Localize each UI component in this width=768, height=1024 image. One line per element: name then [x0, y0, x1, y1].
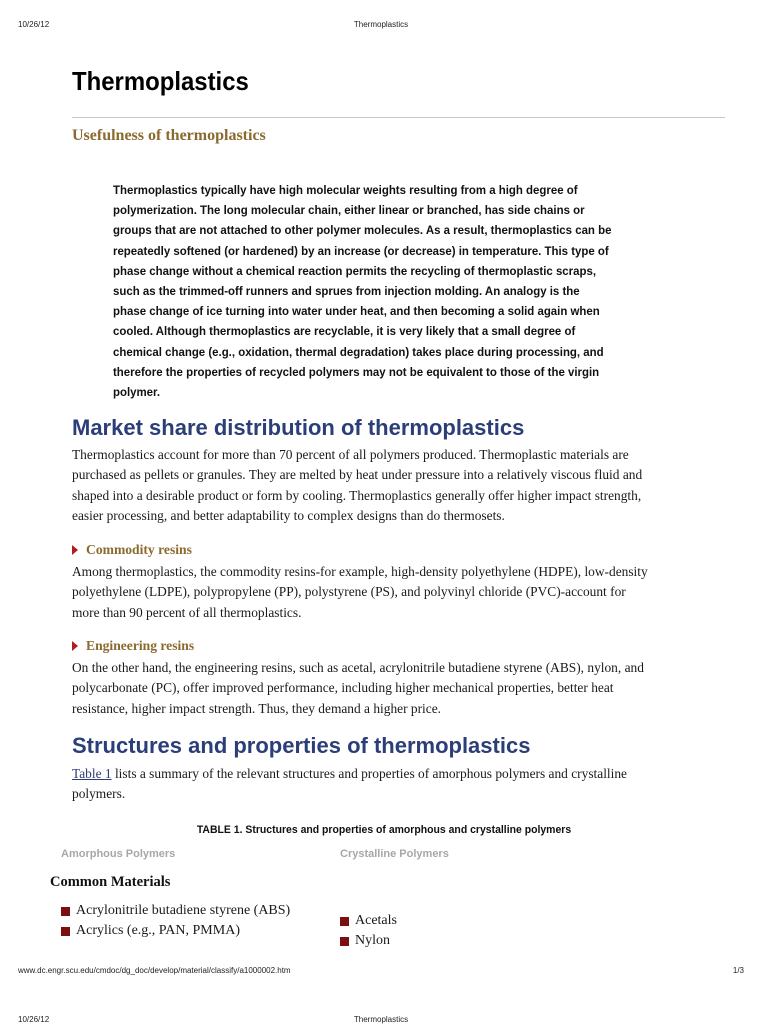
paragraph-line: polymers. — [72, 786, 126, 802]
column-header-crystalline: Crystalline Polymers — [340, 848, 449, 860]
list-item-label: Acrylics (e.g., PAN, PMMA) — [76, 923, 240, 938]
intro-line: groups that are not attached to other polymer molecules. As a result, thermoplastics can be — [113, 223, 612, 238]
list-item — [61, 921, 290, 941]
print-doc-title: Thermoplastics — [353, 1015, 409, 1024]
paragraph-line: easier processing, and better adaptability to complex designs than do thermosets. — [72, 507, 505, 523]
intro-paragraph — [113, 180, 684, 402]
crystalline-materials-list — [340, 911, 397, 951]
title-divider — [72, 117, 725, 118]
bullet-square-icon — [340, 917, 349, 926]
intro-line: therefore the properties of recycled polymers may not be equivalent to those of the virgin — [113, 364, 600, 379]
intro-line: Thermoplastics typically have high molecular weights resulting from a high degree of — [113, 183, 578, 197]
intro-line: phase change of ice turning into water under heat, and then becoming a solid again when — [113, 304, 600, 319]
print-url: www.dc.engr.scu.edu/cmdoc/dg_doc/develop/material/classify/a1000002.htm — [18, 966, 291, 975]
paragraph-line: Among thermoplastics, the commodity resins-for example, high-density polyethylene (HDPE), low-density — [72, 564, 648, 579]
list-item-label: Acetals — [355, 913, 397, 928]
page-title: Thermoplastics — [72, 66, 249, 96]
engineering-resins-heading[interactable] — [72, 638, 194, 654]
expand-triangle-icon[interactable] — [72, 545, 78, 555]
commodity-resins-label: Commodity resins — [86, 542, 192, 557]
commodity-resins-heading[interactable] — [72, 542, 192, 558]
column-header-amorphous: Amorphous Polymers — [61, 848, 176, 860]
print-date: 10/26/12 — [18, 20, 50, 29]
market-share-paragraph — [72, 445, 722, 526]
paragraph-line: polyethylene (LDPE), polypropylene (PP), polystyrene (PS), and polyvinyl chloride (PVC)-account for — [72, 584, 626, 600]
paragraph-line: On the other hand, the engineering resins, such as acetal, acrylonitrile butadiene styrene (ABS), nylon, and — [72, 660, 644, 675]
list-item — [61, 901, 290, 921]
print-date: 10/26/12 — [18, 1015, 50, 1024]
table-caption: TABLE 1. Structures and properties of amorphous and crystalline polymers — [196, 824, 572, 836]
bullet-square-icon — [61, 927, 70, 936]
bullet-square-icon — [61, 907, 70, 916]
row-header-common-materials: Common Materials — [50, 874, 171, 890]
print-footer — [18, 966, 744, 978]
print-doc-title: Thermoplastics — [353, 20, 409, 29]
paragraph-line: shaped into a desirable product or form by cooling. Thermoplastics generally offer higher impact strength, — [72, 487, 642, 503]
intro-line: cooled. Although thermoplastics are recyclable, it is very likely that a small degree of — [113, 324, 576, 339]
print-page-number: 1/3 — [732, 966, 744, 975]
list-item-label: Nylon — [355, 933, 390, 948]
paragraph-line: polycarbonate (PC), offer improved performance, including higher mechanical properties, better heat — [72, 680, 614, 696]
paragraph-line: resistance, higher impact strength. Thus, they demand a higher price. — [72, 700, 441, 716]
bullet-square-icon — [340, 937, 349, 946]
intro-line: such as the trimmed-off runners and sprues from injection molding. An analogy is the — [113, 284, 580, 299]
list-item — [340, 911, 397, 931]
intro-line: phase change without a chemical reaction permits the recycling of thermoplastic scraps, — [113, 263, 597, 278]
structures-paragraph — [72, 764, 722, 805]
paragraph-text: lists a summary of the relevant structures and properties of amorphous polymers and crystalline — [111, 766, 627, 781]
intro-line: polymerization. The long molecular chain, either linear or branched, has side chains or — [113, 203, 585, 218]
intro-line: repeatedly softened (or hardened) by an increase (or decrease) in temperature. This type of — [113, 243, 609, 258]
amorphous-materials-list — [61, 901, 290, 941]
list-item — [340, 931, 397, 951]
commodity-resins-paragraph — [72, 562, 722, 623]
usefulness-subheading: Usefulness of thermoplastics — [72, 127, 266, 144]
intro-line: polymer. — [113, 385, 161, 400]
intro-line: chemical change (e.g., oxidation, thermal degradation) takes place during processing, and — [113, 344, 604, 359]
list-item-label: Acrylonitrile butadiene styrene (ABS) — [76, 903, 291, 918]
structures-heading: Structures and properties of thermoplastics — [72, 733, 531, 758]
paragraph-line: Thermoplastics account for more than 70 percent of all polymers produced. Thermoplastic materials are — [72, 447, 629, 462]
table-1-link[interactable]: Table 1 — [72, 766, 112, 781]
print-header — [18, 20, 744, 32]
market-share-heading: Market share distribution of thermoplastics — [72, 415, 525, 440]
next-page-header — [18, 1015, 744, 1024]
engineering-resins-label: Engineering resins — [86, 638, 195, 653]
paragraph-line: purchased as pellets or granules. They are melted by heat under pressure into a relatively viscous fluid and — [72, 467, 643, 483]
expand-triangle-icon[interactable] — [72, 641, 78, 651]
engineering-resins-paragraph — [72, 658, 722, 719]
paragraph-line: more than 90 percent of all thermoplastics. — [72, 604, 302, 620]
paragraph-line — [72, 764, 722, 784]
